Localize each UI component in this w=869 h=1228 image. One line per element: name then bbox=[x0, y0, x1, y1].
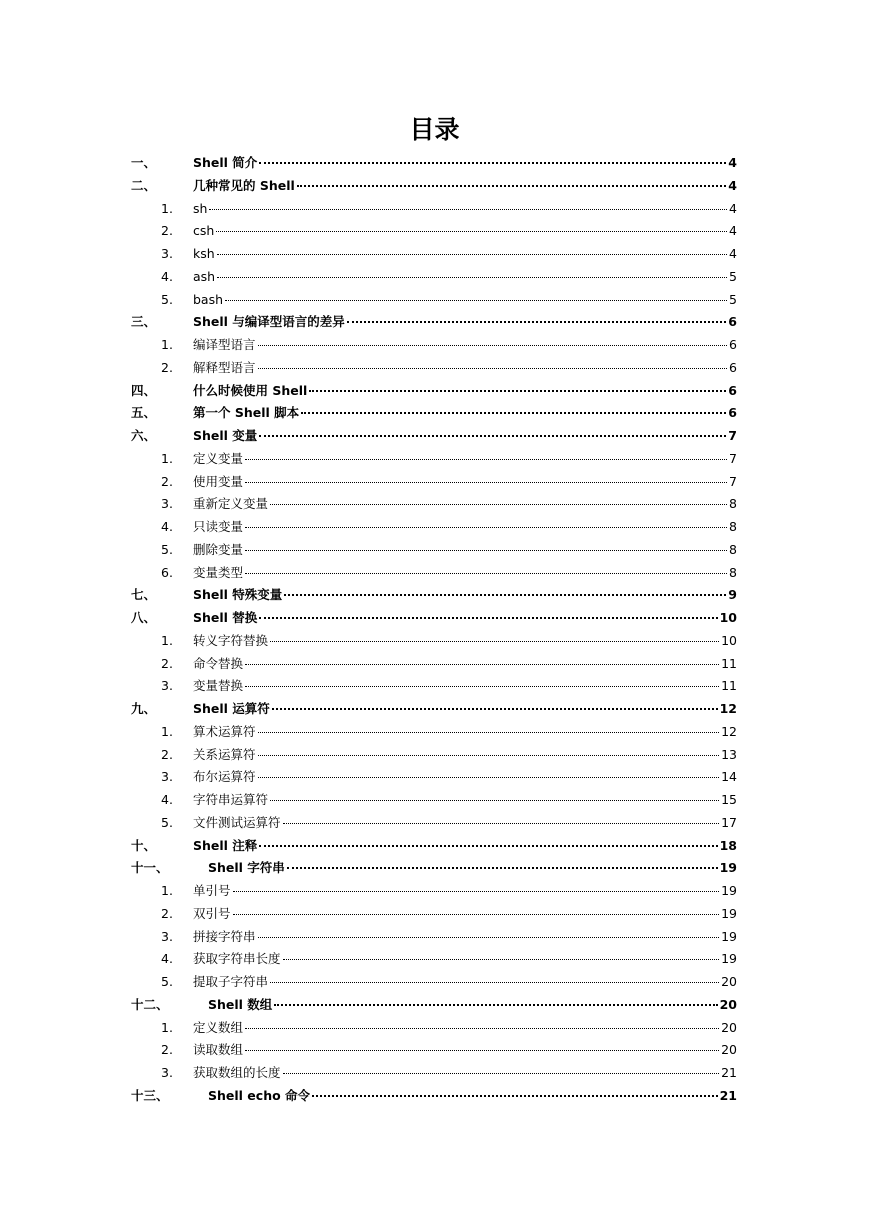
toc-chapter-entry[interactable] bbox=[131, 311, 737, 334]
toc-chapter-entry[interactable] bbox=[131, 152, 737, 175]
dot-leader bbox=[309, 390, 726, 392]
dot-leader bbox=[245, 686, 719, 687]
toc-section-entry[interactable] bbox=[131, 357, 737, 380]
toc-entry-label: 算术运算符 bbox=[193, 723, 256, 739]
toc-page-number: 21 bbox=[719, 1087, 737, 1103]
toc-section-entry[interactable] bbox=[131, 880, 737, 903]
toc-chapter-entry[interactable] bbox=[131, 698, 737, 721]
toc-entry-number: 七、 bbox=[131, 587, 157, 603]
toc-page-number: 12 bbox=[719, 701, 737, 716]
toc-page-number: 8 bbox=[729, 496, 737, 512]
toc-entry-label: csh bbox=[193, 223, 215, 239]
dot-leader bbox=[347, 321, 726, 323]
toc-entry-number: 2. bbox=[161, 1042, 173, 1058]
dot-leader bbox=[258, 368, 728, 369]
toc-entry-number: 一、 bbox=[131, 155, 157, 170]
toc-page-number: 6 bbox=[728, 314, 737, 330]
toc-entry-number: 1. bbox=[161, 723, 173, 739]
toc-entry-number: 3. bbox=[161, 1065, 173, 1080]
toc-entry-label: 文件测试运算符 bbox=[193, 814, 281, 830]
toc-entry-number: 3. bbox=[161, 496, 173, 512]
toc-page-number: 19 bbox=[721, 951, 737, 967]
dot-leader bbox=[216, 231, 727, 232]
toc-page-number: 4 bbox=[728, 155, 737, 170]
toc-page-number: 7 bbox=[728, 428, 737, 443]
toc-entry-label: 获取字符串长度 bbox=[193, 951, 281, 967]
toc-section-entry[interactable] bbox=[131, 971, 737, 994]
toc-page-number: 8 bbox=[729, 519, 737, 534]
toc-page-number: 8 bbox=[729, 541, 737, 557]
dot-leader bbox=[258, 755, 720, 756]
toc-entry-label: 定义数组 bbox=[193, 1019, 244, 1035]
toc-page-number: 4 bbox=[729, 200, 737, 216]
toc-page-number: 12 bbox=[721, 723, 737, 739]
toc-section-entry[interactable] bbox=[131, 1039, 737, 1062]
toc-page-number: 21 bbox=[721, 1065, 737, 1080]
dot-leader bbox=[217, 277, 727, 278]
toc-page-number: 9 bbox=[728, 587, 737, 603]
toc-entry-label: 拼接字符串 bbox=[193, 928, 256, 944]
toc-chapter-entry[interactable] bbox=[131, 425, 737, 448]
toc-page-number: 19 bbox=[719, 860, 737, 876]
toc-section-entry[interactable] bbox=[131, 926, 737, 949]
toc-page-number: 4 bbox=[729, 246, 737, 261]
toc-page-number: 5 bbox=[729, 291, 737, 307]
toc-entry-label: Shell 简介 bbox=[193, 155, 258, 170]
toc-entry-label: 几种常见的 Shell bbox=[193, 177, 295, 193]
dot-leader bbox=[284, 594, 726, 596]
toc-chapter-entry[interactable] bbox=[131, 380, 737, 403]
toc-section-entry[interactable] bbox=[131, 630, 737, 653]
toc-entry-number: 十、 bbox=[131, 837, 157, 853]
toc-entry-number: 十一、 bbox=[131, 860, 169, 876]
toc-page-number: 15 bbox=[721, 792, 737, 807]
toc-entry-number: 2. bbox=[161, 905, 173, 921]
toc-entry-label: 解释型语言 bbox=[193, 359, 256, 375]
dot-leader bbox=[259, 617, 717, 619]
toc-section-entry[interactable] bbox=[131, 812, 737, 835]
toc-entry-number: 八、 bbox=[131, 610, 157, 625]
toc-section-entry[interactable] bbox=[131, 948, 737, 971]
toc-entry-number: 3. bbox=[161, 678, 173, 694]
dot-leader bbox=[274, 1004, 717, 1006]
dot-leader bbox=[312, 1095, 718, 1097]
toc-section-entry[interactable] bbox=[131, 471, 737, 494]
toc-entry-label: 命令替换 bbox=[193, 655, 244, 671]
toc-page-number: 4 bbox=[729, 223, 737, 239]
toc-chapter-entry[interactable] bbox=[131, 857, 737, 880]
toc-entry-number: 2. bbox=[161, 223, 173, 239]
toc-entry-label: 转义字符替换 bbox=[193, 632, 269, 648]
dot-leader bbox=[209, 209, 727, 210]
toc-entry-label: Shell 与编译型语言的差异 bbox=[193, 314, 345, 330]
toc-entry-number: 九、 bbox=[131, 701, 157, 716]
toc-entry-number: 五、 bbox=[131, 405, 157, 421]
toc-entry-label: sh bbox=[193, 200, 208, 216]
dot-leader bbox=[258, 777, 720, 778]
toc-entry-label: Shell 变量 bbox=[193, 428, 258, 443]
toc-page-number: 19 bbox=[721, 905, 737, 921]
toc-entry-label: 获取数组的长度 bbox=[193, 1065, 281, 1080]
dot-leader bbox=[283, 1073, 720, 1074]
toc-page-number: 8 bbox=[729, 564, 737, 580]
toc-page-number: 7 bbox=[729, 473, 737, 489]
toc-section-entry[interactable] bbox=[131, 675, 737, 698]
toc-entry-number: 三、 bbox=[131, 314, 157, 330]
dot-leader bbox=[270, 641, 719, 642]
toc-page-number: 14 bbox=[721, 769, 737, 785]
toc-entry-number: 2. bbox=[161, 655, 173, 671]
dot-leader bbox=[245, 550, 727, 551]
toc-section-entry[interactable] bbox=[131, 653, 737, 676]
toc-entry-label: 定义变量 bbox=[193, 450, 244, 466]
toc-entry-number: 2. bbox=[161, 359, 173, 375]
dot-leader bbox=[270, 800, 719, 801]
toc-entry-label: 变量类型 bbox=[193, 564, 244, 580]
toc-section-entry[interactable] bbox=[131, 903, 737, 926]
dot-leader bbox=[297, 185, 726, 187]
toc-entry-label: 布尔运算符 bbox=[193, 769, 256, 785]
toc-entry-label: 双引号 bbox=[193, 905, 231, 921]
toc-page-number: 20 bbox=[721, 1042, 737, 1058]
toc-section-entry[interactable] bbox=[131, 562, 737, 585]
toc-section-entry[interactable] bbox=[131, 744, 737, 767]
toc-section-entry[interactable] bbox=[131, 721, 737, 744]
toc-entry-label: 关系运算符 bbox=[193, 746, 256, 762]
toc-entry-number: 四、 bbox=[131, 382, 157, 398]
toc-entry-label: Shell 运算符 bbox=[193, 701, 270, 716]
toc-entry-label: Shell echo 命令 bbox=[208, 1087, 311, 1103]
toc-entry-label: Shell 数组 bbox=[208, 996, 273, 1012]
toc-section-entry[interactable] bbox=[131, 448, 737, 471]
toc-entry-number: 六、 bbox=[131, 428, 157, 443]
toc-section-entry[interactable] bbox=[131, 1017, 737, 1040]
toc-entry-number: 5. bbox=[161, 541, 173, 557]
toc-entry-number: 5. bbox=[161, 974, 173, 989]
toc-entry-label: Shell 特殊变量 bbox=[193, 587, 283, 603]
toc-entry-number: 3. bbox=[161, 769, 173, 785]
dot-leader bbox=[259, 845, 717, 847]
dot-leader bbox=[233, 891, 720, 892]
toc-page-number: 6 bbox=[729, 359, 737, 375]
toc-entry-number: 4. bbox=[161, 268, 173, 284]
toc-entry-label: 编译型语言 bbox=[193, 337, 256, 352]
toc-page-number: 6 bbox=[728, 382, 737, 398]
toc-entry-number: 1. bbox=[161, 1019, 173, 1035]
toc-section-entry[interactable] bbox=[131, 766, 737, 789]
dot-leader bbox=[259, 435, 726, 437]
toc-entry-number: 4. bbox=[161, 951, 173, 967]
dot-leader bbox=[217, 254, 727, 255]
toc-entry-label: 读取数组 bbox=[193, 1042, 244, 1058]
dot-leader bbox=[225, 300, 727, 301]
toc-entry-label: ash bbox=[193, 268, 216, 284]
toc-page-number: 10 bbox=[719, 610, 737, 625]
dot-leader bbox=[270, 982, 719, 983]
dot-leader bbox=[245, 664, 719, 665]
toc-page-number: 11 bbox=[721, 655, 737, 671]
dot-leader bbox=[301, 412, 726, 414]
toc-entry-number: 1. bbox=[161, 200, 173, 216]
toc-page-number: 11 bbox=[721, 678, 737, 694]
dot-leader bbox=[272, 708, 718, 710]
toc-chapter-entry[interactable] bbox=[131, 607, 737, 630]
toc-page-number: 20 bbox=[721, 1019, 737, 1035]
toc-entry-number: 十二、 bbox=[131, 996, 169, 1012]
toc-section-entry[interactable] bbox=[131, 243, 737, 266]
toc-section-entry[interactable] bbox=[131, 334, 737, 357]
toc-entry-number: 2. bbox=[161, 473, 173, 489]
dot-leader bbox=[233, 914, 720, 915]
dot-leader bbox=[258, 345, 728, 346]
dot-leader bbox=[258, 732, 720, 733]
toc-section-entry[interactable] bbox=[131, 289, 737, 312]
toc-entry-label: Shell 注释 bbox=[193, 837, 258, 853]
dot-leader bbox=[283, 959, 720, 960]
page-title: 目录 bbox=[409, 115, 460, 144]
toc-entry-label: 重新定义变量 bbox=[193, 496, 269, 512]
dot-leader bbox=[245, 459, 727, 460]
toc-entry-number: 2. bbox=[161, 746, 173, 762]
toc-page-number: 20 bbox=[719, 996, 737, 1012]
toc-entry-number: 二、 bbox=[131, 177, 157, 193]
toc-entry-number: 5. bbox=[161, 291, 173, 307]
toc-section-entry[interactable] bbox=[131, 198, 737, 221]
toc-entry-label: 提取子字符串 bbox=[193, 974, 269, 989]
toc-section-entry[interactable] bbox=[131, 220, 737, 243]
toc-page-number: 6 bbox=[729, 337, 737, 352]
dot-leader bbox=[287, 867, 718, 869]
dot-leader bbox=[258, 937, 720, 938]
toc-page-number: 17 bbox=[721, 814, 737, 830]
toc-section-entry[interactable] bbox=[131, 516, 737, 539]
toc-entry-label: 删除变量 bbox=[193, 541, 244, 557]
toc-entry-number: 3. bbox=[161, 928, 173, 944]
toc-entry-label: Shell 替换 bbox=[193, 610, 258, 625]
toc-chapter-entry[interactable] bbox=[131, 1085, 737, 1108]
table-of-contents bbox=[131, 152, 737, 1108]
toc-entry-number: 1. bbox=[161, 337, 173, 352]
dot-leader bbox=[245, 573, 727, 574]
dot-leader bbox=[245, 1050, 719, 1051]
toc-entry-number: 1. bbox=[161, 883, 173, 898]
toc-page-number: 7 bbox=[729, 450, 737, 466]
toc-page-number: 13 bbox=[721, 746, 737, 762]
dot-leader bbox=[270, 504, 727, 505]
toc-entry-label: 只读变量 bbox=[193, 519, 244, 534]
toc-entry-number: 4. bbox=[161, 519, 173, 534]
toc-entry-label: 使用变量 bbox=[193, 473, 244, 489]
toc-chapter-entry[interactable] bbox=[131, 994, 737, 1017]
toc-chapter-entry[interactable] bbox=[131, 402, 737, 425]
dot-leader bbox=[245, 527, 727, 528]
toc-entry-label: 第一个 Shell 脚本 bbox=[193, 405, 300, 421]
toc-section-entry[interactable] bbox=[131, 266, 737, 289]
toc-page-number: 5 bbox=[729, 268, 737, 284]
toc-page-number: 10 bbox=[721, 632, 737, 648]
toc-entry-label: 单引号 bbox=[193, 883, 231, 898]
toc-entry-number: 3. bbox=[161, 246, 173, 261]
toc-entry-label: bash bbox=[193, 291, 224, 307]
toc-chapter-entry[interactable] bbox=[131, 835, 737, 858]
toc-entry-label: 变量替换 bbox=[193, 678, 244, 694]
toc-entry-number: 6. bbox=[161, 564, 173, 580]
toc-entry-number: 5. bbox=[161, 814, 173, 830]
toc-section-entry[interactable] bbox=[131, 1062, 737, 1085]
toc-entry-number: 1. bbox=[161, 632, 173, 648]
dot-leader bbox=[283, 823, 720, 824]
toc-section-entry[interactable] bbox=[131, 539, 737, 562]
toc-entry-number: 4. bbox=[161, 792, 173, 807]
toc-entry-label: 什么时候使用 Shell bbox=[193, 382, 308, 398]
dot-leader bbox=[259, 162, 726, 164]
toc-page-number: 20 bbox=[721, 974, 737, 989]
toc-section-entry[interactable] bbox=[131, 493, 737, 516]
toc-page-number: 19 bbox=[721, 928, 737, 944]
toc-entry-number: 十三、 bbox=[131, 1087, 169, 1103]
dot-leader bbox=[245, 1028, 719, 1029]
toc-page-number: 4 bbox=[728, 177, 737, 193]
toc-entry-label: Shell 字符串 bbox=[208, 860, 285, 876]
toc-entry-label: ksh bbox=[193, 246, 215, 261]
toc-chapter-entry[interactable] bbox=[131, 175, 737, 198]
toc-entry-number: 1. bbox=[161, 450, 173, 466]
toc-page-number: 19 bbox=[721, 883, 737, 898]
dot-leader bbox=[245, 482, 727, 483]
toc-entry-label: 字符串运算符 bbox=[193, 792, 269, 807]
toc-page-number: 6 bbox=[728, 405, 737, 421]
toc-page-number: 18 bbox=[719, 837, 737, 853]
toc-section-entry[interactable] bbox=[131, 789, 737, 812]
toc-chapter-entry[interactable] bbox=[131, 584, 737, 607]
